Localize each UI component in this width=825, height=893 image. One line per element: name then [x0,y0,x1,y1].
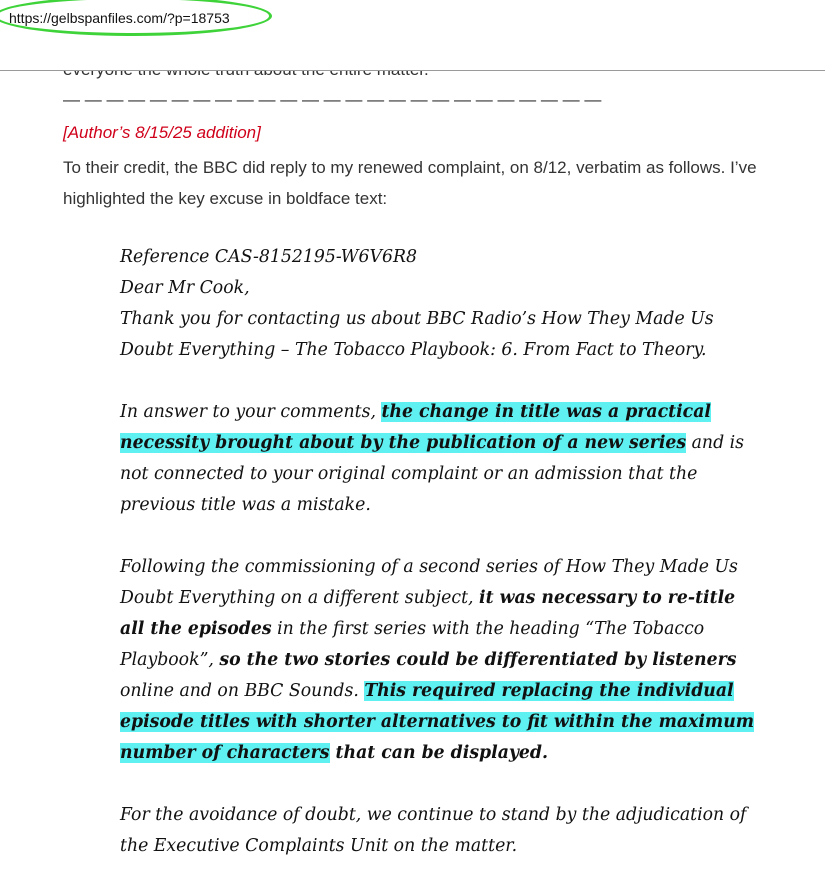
letter-reference: Reference CAS-8152195-W6V6R8 [120,247,417,267]
p2-text-b: and is not connected to your original complaint or an admission that the previous title was a mistake. [120,433,745,515]
separator-line: — — — — — — — — — — — — — — — — — — — — — — — — — [63,90,602,109]
letter-paragraph-3 [120,552,760,769]
intro-paragraph: To their credit, the BBC did reply to my renewed complaint, on 8/12, verbatim as follows. I’ve highlighted the key excuse in boldface text: [63,158,757,208]
letter-salutation: Dear Mr Cook, [120,278,250,298]
highlighted-text: the change in title was a practical necessity brought about by the publication of a new series [120,402,711,453]
p2-text-a: In answer to your comments, [120,402,382,422]
url-bar[interactable] [0,0,825,71]
p3-text-d: online and on BBC Sounds. [120,681,365,701]
bold-text: it was necessary to re-title all the episodes [120,588,736,639]
highlighted-text: This required replacing the individual episode titles with shorter alternatives to fit within the maximum number of characters [120,681,755,763]
letter-paragraph-2 [120,397,760,521]
url-text[interactable]: https://gelbspanfiles.com/?p=18753 [9,10,230,26]
bbc-reply-letter [120,242,760,893]
letter-paragraph-1: Thank you for contacting us about BBC Radio’s How They Made Us Doubt Everything – The Tobacco Playbook: 6. From Fact to Theory. [120,309,714,360]
letter-paragraph-4: For the avoidance of doubt, we continue to stand by the adjudication of the Executive Complaints Unit on the matter. [120,805,747,856]
addition-label: [Author’s 8/15/25 addition] [63,123,261,142]
p3-text-a: Following the commissioning of a second series of How They Made Us Doubt Everything on a different subject, [120,557,738,608]
bold-text: so the two stories could be differentiated by listeners [219,650,737,670]
bold-text: that can be displayed. [329,743,549,763]
p3-text-c: in the first series with the heading “The Tobacco Playbook”, [120,619,705,670]
